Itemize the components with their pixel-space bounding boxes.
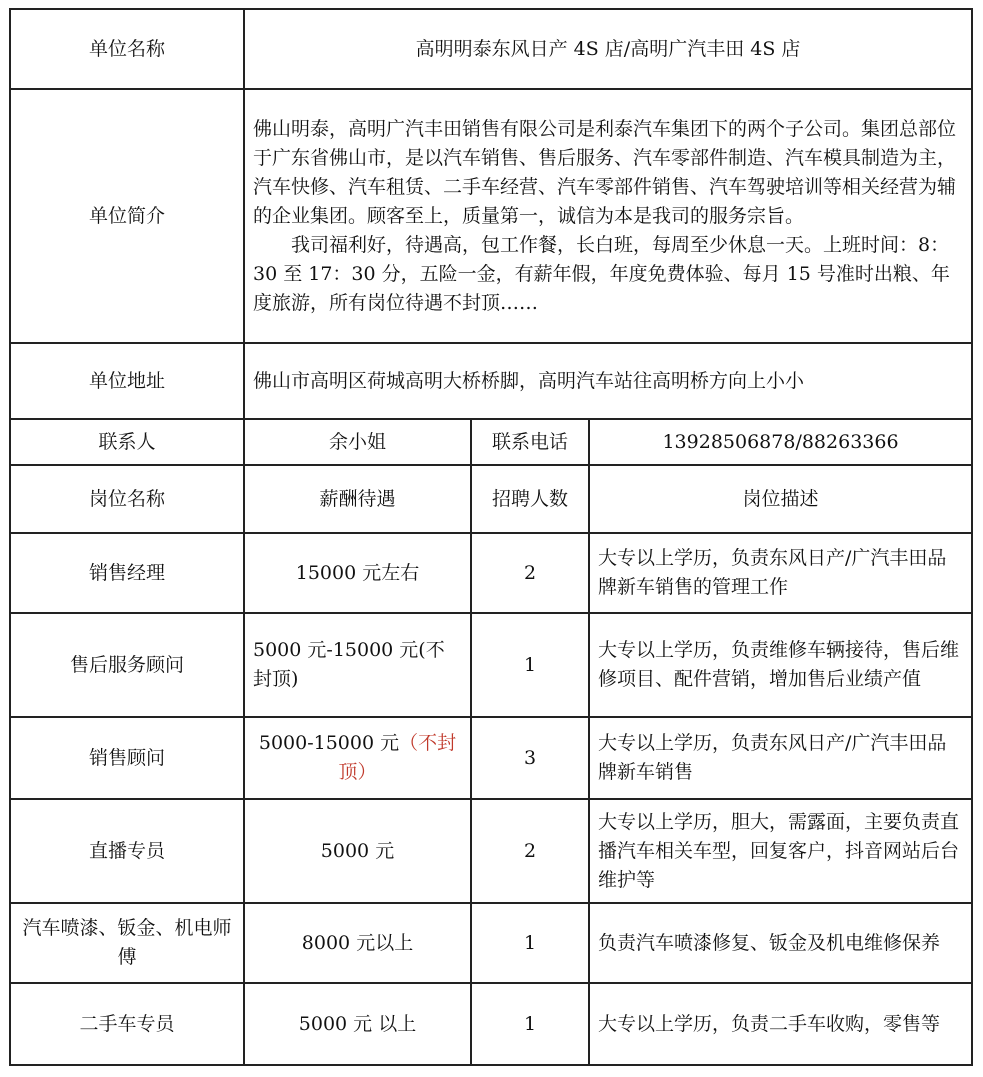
job-count: 1	[471, 903, 589, 983]
company-intro-row	[10, 89, 972, 343]
company-intro-value	[244, 89, 972, 343]
job-position: 销售经理	[10, 533, 244, 613]
job-salary	[244, 717, 471, 799]
job-description: 大专以上学历，胆大，需露面，主要负责直播汽车相关车型，回复客户，抖音网站后台维护等	[589, 799, 972, 903]
job-count: 2	[471, 533, 589, 613]
table-row	[10, 983, 972, 1065]
job-salary: 5000 元-15000 元(不封顶)	[244, 613, 471, 717]
job-description: 大专以上学历，负责东风日产/广汽丰田品牌新车销售	[589, 717, 972, 799]
table-row	[10, 533, 972, 613]
intro-paragraph-2: 我司福利好，待遇高，包工作餐，长白班，每周至少休息一天。上班时间：8：30 至 17：30 分，五险一金，有薪年假，年度免费体验、每月 15 号准时出粮、年度旅游，所有岗位待遇不封顶……	[253, 233, 950, 314]
table-row	[10, 799, 972, 903]
company-address-value: 佛山市高明区荷城高明大桥桥脚，高明汽车站往高明桥方向上小小	[244, 343, 972, 419]
job-count: 3	[471, 717, 589, 799]
company-address-row	[10, 343, 972, 419]
jobs-header-row	[10, 465, 972, 533]
table-row	[10, 717, 972, 799]
header-description: 岗位描述	[589, 465, 972, 533]
header-count: 招聘人数	[471, 465, 589, 533]
header-salary: 薪酬待遇	[244, 465, 471, 533]
job-position: 销售顾问	[10, 717, 244, 799]
intro-paragraph-1: 佛山明泰，高明广汽丰田销售有限公司是利泰汽车集团下的两个子公司。集团总部位于广东省佛山市，是以汽车销售、售后服务、汽车零部件制造、汽车模具制造为主，汽车快修、汽车租赁、二手车经营、汽车零部件销售、汽车驾驶培训等相关经营为辅的企业集团。顾客至上，质量第一，诚信为本是我司的服务宗旨。	[253, 117, 957, 227]
job-position: 直播专员	[10, 799, 244, 903]
contact-value: 余小姐	[244, 419, 471, 465]
job-position: 二手车专员	[10, 983, 244, 1065]
job-description: 大专以上学历，负责维修车辆接待，售后维修项目、配件营销，增加售后业绩产值	[589, 613, 972, 717]
job-salary: 8000 元以上	[244, 903, 471, 983]
table-row	[10, 903, 972, 983]
header-position: 岗位名称	[10, 465, 244, 533]
company-name-label: 单位名称	[10, 9, 244, 89]
job-description: 负责汽车喷漆修复、钣金及机电维修保养	[589, 903, 972, 983]
job-salary: 5000 元	[244, 799, 471, 903]
table-row	[10, 613, 972, 717]
job-salary: 5000 元 以上	[244, 983, 471, 1065]
job-position: 售后服务顾问	[10, 613, 244, 717]
contact-label: 联系人	[10, 419, 244, 465]
job-count: 2	[471, 799, 589, 903]
job-description: 大专以上学历，负责东风日产/广汽丰田品牌新车销售的管理工作	[589, 533, 972, 613]
job-salary: 15000 元左右	[244, 533, 471, 613]
company-name-value: 高明明泰东风日产 4S 店/高明广汽丰田 4S 店	[244, 9, 972, 89]
company-name-row	[10, 9, 972, 89]
job-count: 1	[471, 613, 589, 717]
job-count: 1	[471, 983, 589, 1065]
company-address-label: 单位地址	[10, 343, 244, 419]
contact-row	[10, 419, 972, 465]
job-salary-amount: 5000-15000 元	[258, 732, 400, 754]
job-description: 大专以上学历，负责二手车收购，零售等	[589, 983, 972, 1065]
phone-value: 13928506878/88263366	[589, 419, 972, 465]
company-intro-label: 单位简介	[10, 89, 244, 343]
job-position: 汽车喷漆、钣金、机电师傅	[10, 903, 244, 983]
job-info-table	[9, 8, 973, 1066]
job-salary-note: （不封顶）	[338, 732, 457, 783]
phone-label: 联系电话	[471, 419, 589, 465]
